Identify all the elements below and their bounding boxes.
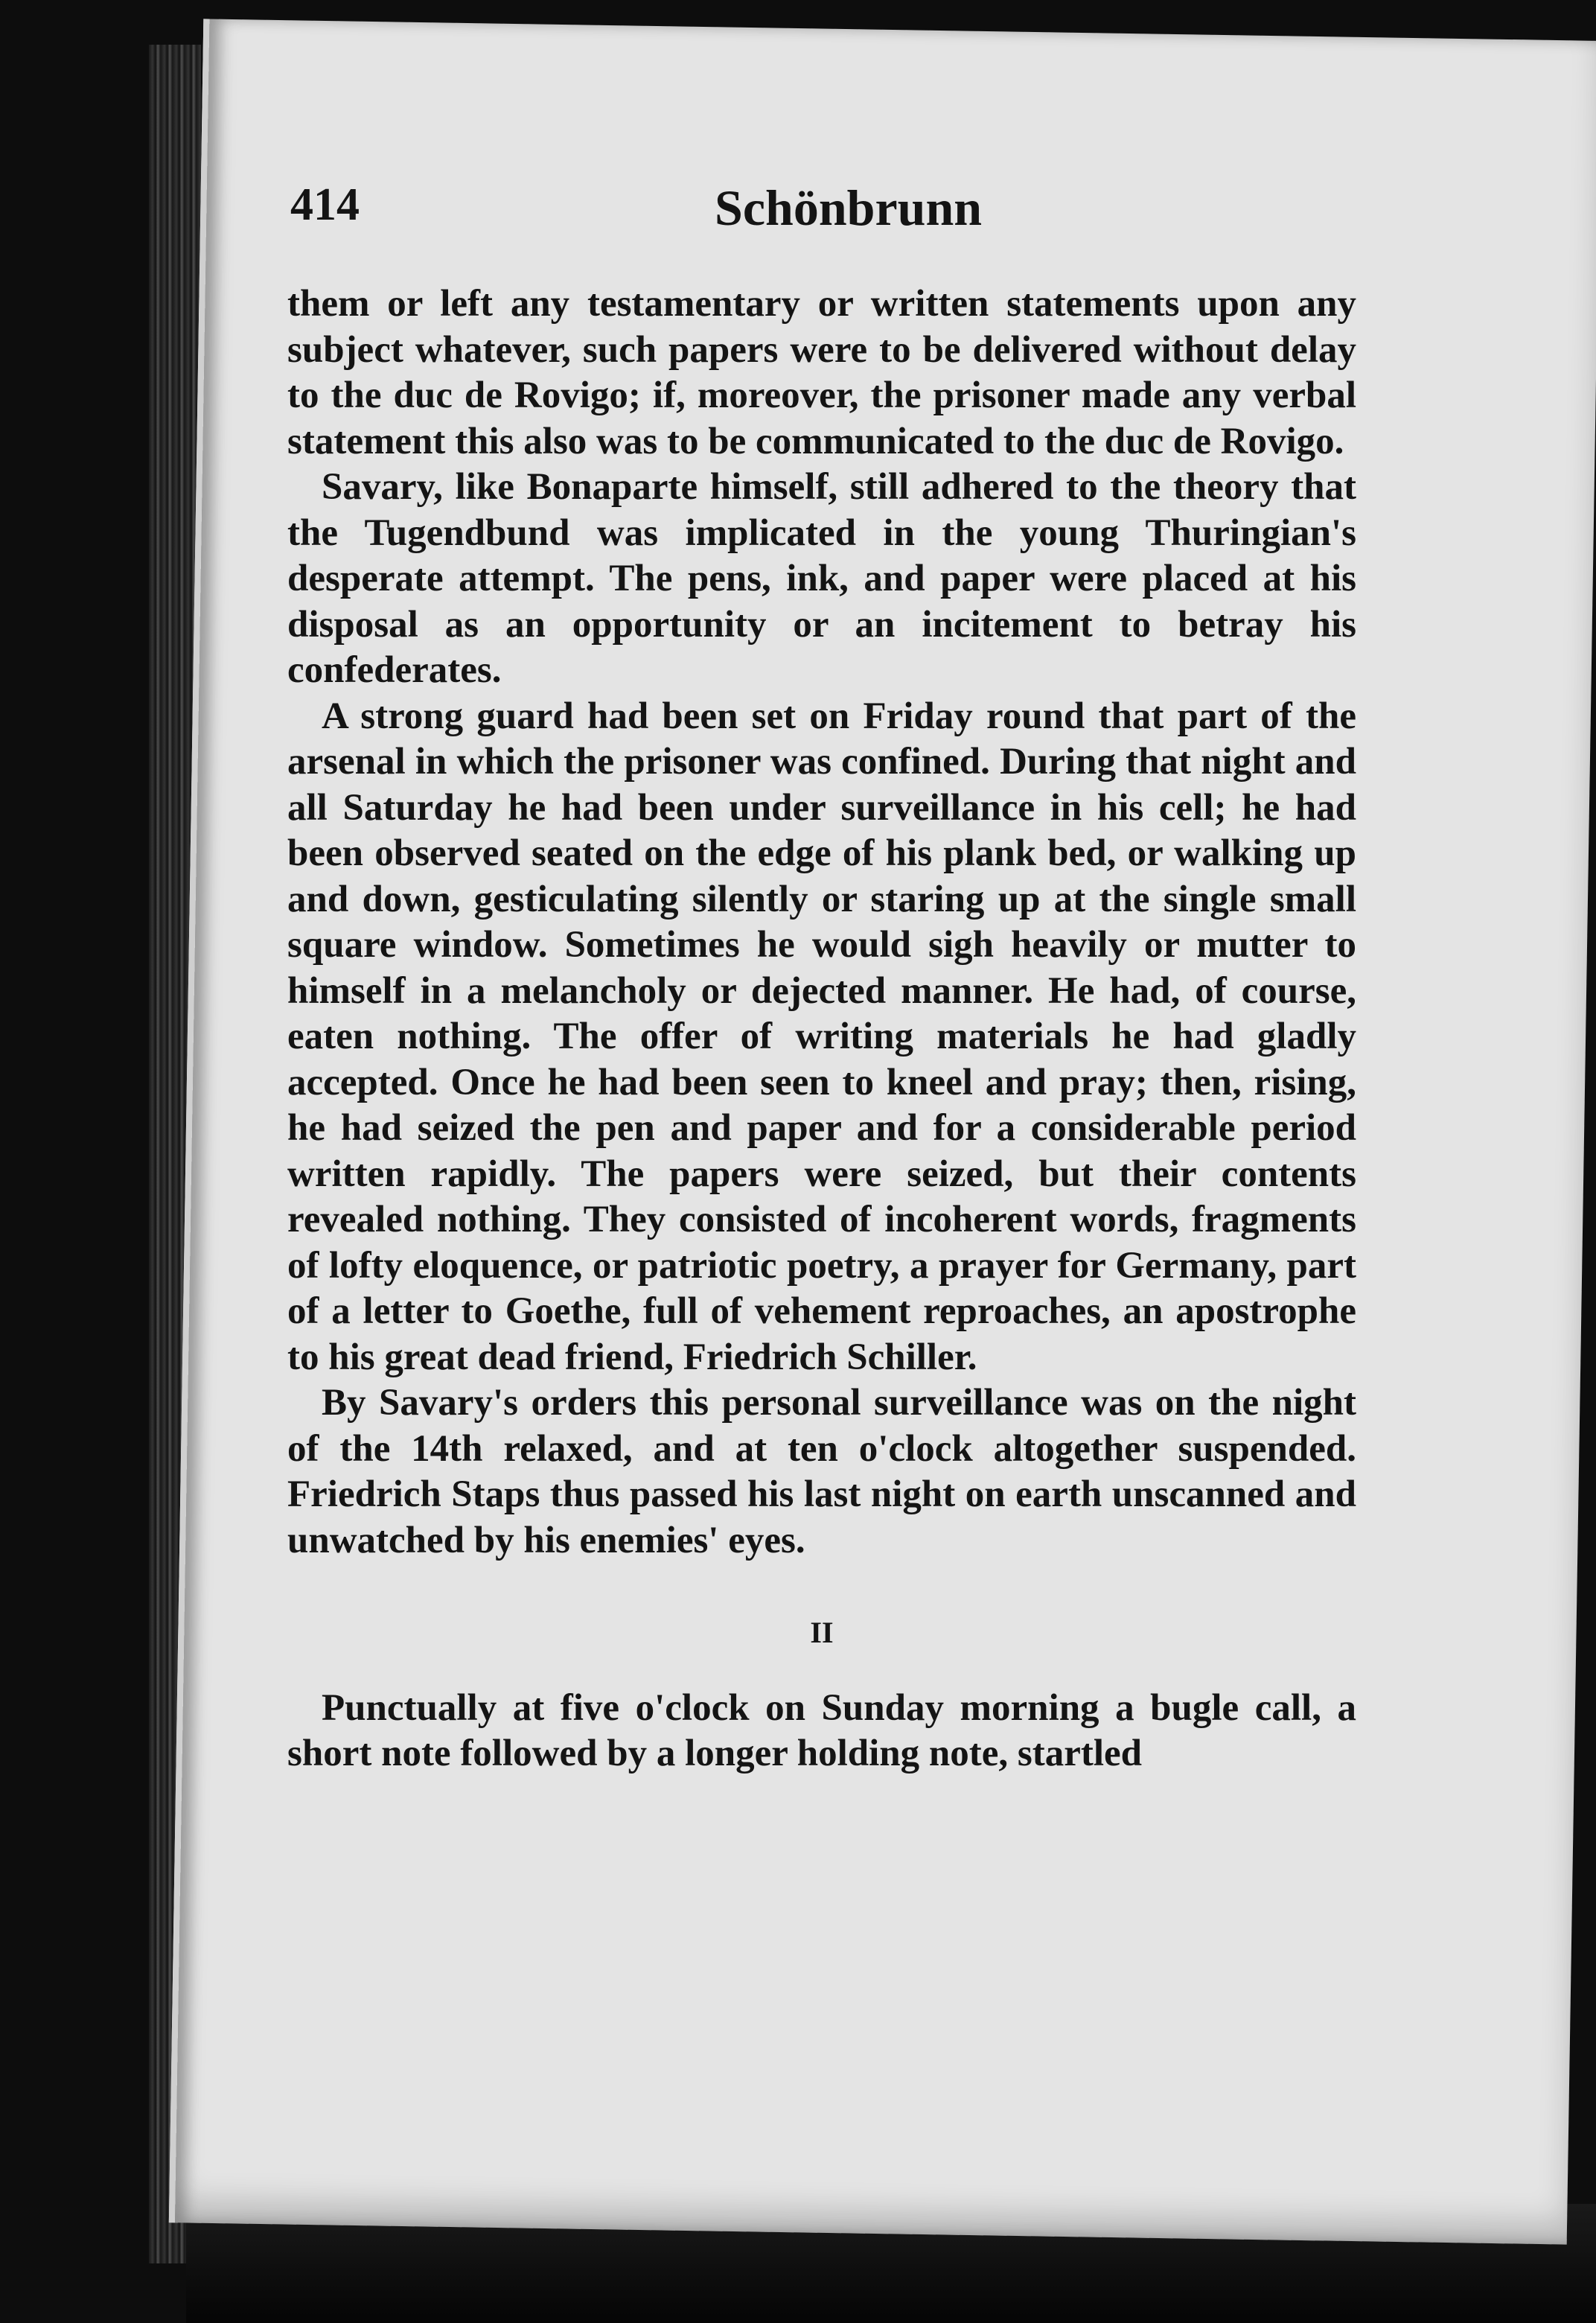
page-header [290, 164, 1347, 253]
paragraph: A strong guard had been set on Friday round that part of the arsenal in which the prisoner was confined. During that night and all Saturday he had been under surveillance in his cell; he had been observed seated on the edge of his plank bed, or walking up and down, gesticulating silently or staring up at the single small square window. Sometimes he would sigh heavily or mutter to himself in a melancholy or dejected manner. He had, of course, eaten nothing. The offer of writing materials he had gladly accepted. Once he had been seen to kneel and pray; then, rising, he had seized the pen and paper and for a considerable period written rapidly. The papers were seized, but their contents revealed nothing. They consisted of incoherent words, fragments of lofty eloquence, or patriotic poetry, a prayer for Germany, part of a letter to Goethe, full of vehement reproaches, an apostrophe to his great dead friend, Friedrich Schiller. [287, 695, 1356, 1378]
paragraph-continued: them or left any testamentary or written statements upon any subject whatever, such papers were to be delivered without delay to the duc de Rovigo; if, moreover, the prisoner made any verbal statement this also was to be communicated to the duc de Rovigo. [287, 283, 1356, 462]
page-number: 414 [290, 179, 360, 230]
paragraph: Savary, like Bonaparte himself, still adhered to the theory that the Tugendbund was implicated in the young Thuringian's desperate attempt. The pens, ink, and paper were placed at his disposal as an opportunity or an incitement to betray his confederates. [287, 466, 1356, 691]
paragraph: By Savary's orders this personal surveillance was on the night of the 14th relaxed, and at ten o'clock altogether suspended. Friedrich Staps thus passed his last night on earth unscanned and unwatched by his enemies' eyes. [287, 1382, 1356, 1561]
section-paragraph: Punctually at five o'clock on Sunday morning a bugle call, a short note followed by a longer holding note, startled [287, 1686, 1356, 1774]
section-numeral: II [810, 1616, 834, 1649]
running-head: Schönbrunn [715, 179, 983, 236]
body-text [287, 281, 1356, 1777]
